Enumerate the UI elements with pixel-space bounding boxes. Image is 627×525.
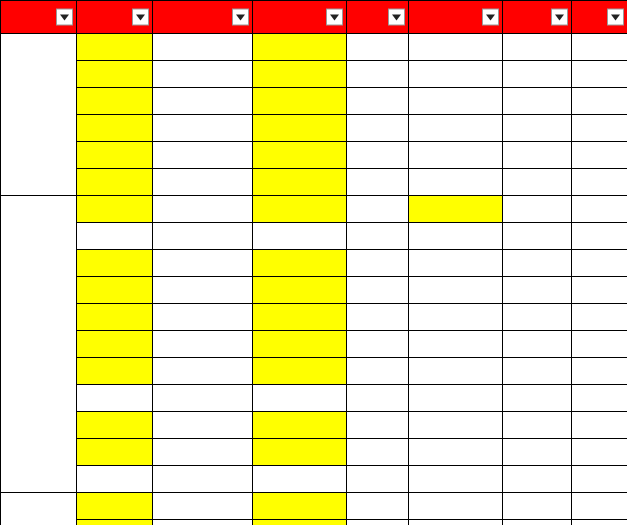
league-cell bbox=[77, 331, 153, 358]
score-cell bbox=[347, 250, 409, 277]
away-team-cell bbox=[409, 493, 503, 520]
kickoff-time-cell bbox=[153, 169, 253, 196]
score-cell bbox=[347, 34, 409, 61]
result-cell bbox=[572, 439, 627, 466]
result-cell bbox=[572, 385, 627, 412]
kickoff-time-cell bbox=[153, 439, 253, 466]
score-cell bbox=[347, 466, 409, 493]
league-cell bbox=[77, 88, 153, 115]
league-cell bbox=[77, 304, 153, 331]
filter-dropdown-icon[interactable] bbox=[607, 9, 624, 26]
away-team-cell bbox=[409, 142, 503, 169]
home-team-cell bbox=[253, 277, 347, 304]
column-header-4 bbox=[347, 1, 409, 34]
away-team-cell bbox=[409, 196, 503, 223]
table-row bbox=[1, 304, 627, 331]
filter-dropdown-icon[interactable] bbox=[56, 9, 73, 26]
direction-cell bbox=[503, 520, 572, 525]
league-cell bbox=[77, 466, 153, 493]
league-cell bbox=[77, 115, 153, 142]
table-row bbox=[1, 142, 627, 169]
league-cell bbox=[77, 520, 153, 525]
date-group-label bbox=[1, 196, 77, 493]
direction-cell bbox=[503, 61, 572, 88]
result-cell bbox=[572, 358, 627, 385]
direction-cell bbox=[503, 115, 572, 142]
kickoff-time-cell bbox=[153, 61, 253, 88]
away-team-cell bbox=[409, 250, 503, 277]
direction-cell bbox=[503, 196, 572, 223]
direction-cell bbox=[503, 250, 572, 277]
filter-dropdown-icon[interactable] bbox=[232, 9, 249, 26]
column-header-5 bbox=[409, 1, 503, 34]
league-cell bbox=[77, 250, 153, 277]
table-row bbox=[1, 466, 627, 493]
table-row bbox=[1, 196, 627, 223]
kickoff-time-cell bbox=[153, 412, 253, 439]
filter-dropdown-icon[interactable] bbox=[551, 9, 568, 26]
direction-cell bbox=[503, 142, 572, 169]
direction-cell bbox=[503, 223, 572, 250]
table-row bbox=[1, 115, 627, 142]
away-team-cell bbox=[409, 115, 503, 142]
column-header-6 bbox=[503, 1, 572, 34]
score-cell bbox=[347, 439, 409, 466]
kickoff-time-cell bbox=[153, 493, 253, 520]
direction-cell bbox=[503, 88, 572, 115]
table-row bbox=[1, 61, 627, 88]
home-team-cell bbox=[253, 61, 347, 88]
home-team-cell bbox=[253, 250, 347, 277]
home-team-cell bbox=[253, 115, 347, 142]
league-cell bbox=[77, 493, 153, 520]
result-cell bbox=[572, 115, 627, 142]
table-row bbox=[1, 34, 627, 61]
away-team-cell bbox=[409, 34, 503, 61]
score-cell bbox=[347, 115, 409, 142]
table-row bbox=[1, 223, 627, 250]
score-cell bbox=[347, 304, 409, 331]
kickoff-time-cell bbox=[153, 142, 253, 169]
result-cell bbox=[572, 493, 627, 520]
kickoff-time-cell bbox=[153, 466, 253, 493]
date-group-label bbox=[1, 34, 77, 196]
direction-cell bbox=[503, 34, 572, 61]
table-row bbox=[1, 88, 627, 115]
direction-cell bbox=[503, 331, 572, 358]
kickoff-time-cell bbox=[153, 304, 253, 331]
league-cell bbox=[77, 358, 153, 385]
score-cell bbox=[347, 385, 409, 412]
kickoff-time-cell bbox=[153, 223, 253, 250]
away-team-cell bbox=[409, 439, 503, 466]
away-team-cell bbox=[409, 466, 503, 493]
column-header-1 bbox=[77, 1, 153, 34]
league-cell bbox=[77, 61, 153, 88]
table-row bbox=[1, 412, 627, 439]
date-group-label bbox=[1, 493, 77, 525]
league-cell bbox=[77, 439, 153, 466]
table-row bbox=[1, 358, 627, 385]
score-cell bbox=[347, 61, 409, 88]
home-team-cell bbox=[253, 385, 347, 412]
away-team-cell bbox=[409, 223, 503, 250]
home-team-cell bbox=[253, 196, 347, 223]
league-cell bbox=[77, 385, 153, 412]
score-cell bbox=[347, 493, 409, 520]
score-cell bbox=[347, 358, 409, 385]
direction-cell bbox=[503, 358, 572, 385]
table-row bbox=[1, 169, 627, 196]
table-row bbox=[1, 250, 627, 277]
direction-cell bbox=[503, 169, 572, 196]
table-row bbox=[1, 439, 627, 466]
kickoff-time-cell bbox=[153, 115, 253, 142]
table-header-row bbox=[1, 1, 627, 34]
kickoff-time-cell bbox=[153, 277, 253, 304]
score-cell bbox=[347, 88, 409, 115]
column-header-0 bbox=[1, 1, 77, 34]
away-team-cell bbox=[409, 277, 503, 304]
result-cell bbox=[572, 331, 627, 358]
score-cell bbox=[347, 412, 409, 439]
result-cell bbox=[572, 466, 627, 493]
result-cell bbox=[572, 34, 627, 61]
away-team-cell bbox=[409, 61, 503, 88]
direction-cell bbox=[503, 412, 572, 439]
home-team-cell bbox=[253, 466, 347, 493]
league-cell bbox=[77, 196, 153, 223]
league-cell bbox=[77, 277, 153, 304]
home-team-cell bbox=[253, 88, 347, 115]
table-row bbox=[1, 520, 627, 525]
direction-cell bbox=[503, 466, 572, 493]
table-row bbox=[1, 385, 627, 412]
direction-cell bbox=[503, 304, 572, 331]
table-row bbox=[1, 277, 627, 304]
score-cell bbox=[347, 331, 409, 358]
kickoff-time-cell bbox=[153, 385, 253, 412]
filter-dropdown-icon[interactable] bbox=[482, 9, 499, 26]
away-team-cell bbox=[409, 412, 503, 439]
kickoff-time-cell bbox=[153, 88, 253, 115]
league-cell bbox=[77, 223, 153, 250]
away-team-cell bbox=[409, 331, 503, 358]
kickoff-time-cell bbox=[153, 34, 253, 61]
column-header-7 bbox=[572, 1, 627, 34]
result-cell bbox=[572, 142, 627, 169]
score-cell bbox=[347, 223, 409, 250]
away-team-cell bbox=[409, 304, 503, 331]
kickoff-time-cell bbox=[153, 196, 253, 223]
direction-cell bbox=[503, 385, 572, 412]
result-cell bbox=[572, 520, 627, 525]
away-team-cell bbox=[409, 520, 503, 525]
home-team-cell bbox=[253, 223, 347, 250]
score-cell bbox=[347, 169, 409, 196]
away-team-cell bbox=[409, 358, 503, 385]
home-team-cell bbox=[253, 331, 347, 358]
league-cell bbox=[77, 169, 153, 196]
table-row bbox=[1, 331, 627, 358]
away-team-cell bbox=[409, 385, 503, 412]
home-team-cell bbox=[253, 439, 347, 466]
result-cell bbox=[572, 304, 627, 331]
home-team-cell bbox=[253, 358, 347, 385]
result-cell bbox=[572, 196, 627, 223]
filter-dropdown-icon[interactable] bbox=[326, 9, 343, 26]
result-cell bbox=[572, 61, 627, 88]
home-team-cell bbox=[253, 169, 347, 196]
column-header-2 bbox=[153, 1, 253, 34]
league-cell bbox=[77, 412, 153, 439]
direction-cell bbox=[503, 277, 572, 304]
home-team-cell bbox=[253, 304, 347, 331]
league-cell bbox=[77, 34, 153, 61]
table-body bbox=[1, 34, 627, 525]
league-cell bbox=[77, 142, 153, 169]
home-team-cell bbox=[253, 520, 347, 525]
direction-cell bbox=[503, 493, 572, 520]
result-cell bbox=[572, 88, 627, 115]
score-cell bbox=[347, 142, 409, 169]
away-team-cell bbox=[409, 88, 503, 115]
table-row bbox=[1, 493, 627, 520]
result-cell bbox=[572, 223, 627, 250]
result-cell bbox=[572, 250, 627, 277]
score-cell bbox=[347, 196, 409, 223]
away-team-cell bbox=[409, 169, 503, 196]
score-cell bbox=[347, 277, 409, 304]
home-team-cell bbox=[253, 142, 347, 169]
home-team-cell bbox=[253, 412, 347, 439]
kickoff-time-cell bbox=[153, 250, 253, 277]
home-team-cell bbox=[253, 493, 347, 520]
result-cell bbox=[572, 412, 627, 439]
column-header-3 bbox=[253, 1, 347, 34]
kickoff-time-cell bbox=[153, 520, 253, 525]
filter-dropdown-icon[interactable] bbox=[132, 9, 149, 26]
direction-cell bbox=[503, 439, 572, 466]
filter-dropdown-icon[interactable] bbox=[388, 9, 405, 26]
kickoff-time-cell bbox=[153, 358, 253, 385]
home-team-cell bbox=[253, 34, 347, 61]
kickoff-time-cell bbox=[153, 331, 253, 358]
result-cell bbox=[572, 169, 627, 196]
result-cell bbox=[572, 277, 627, 304]
score-cell bbox=[347, 520, 409, 525]
